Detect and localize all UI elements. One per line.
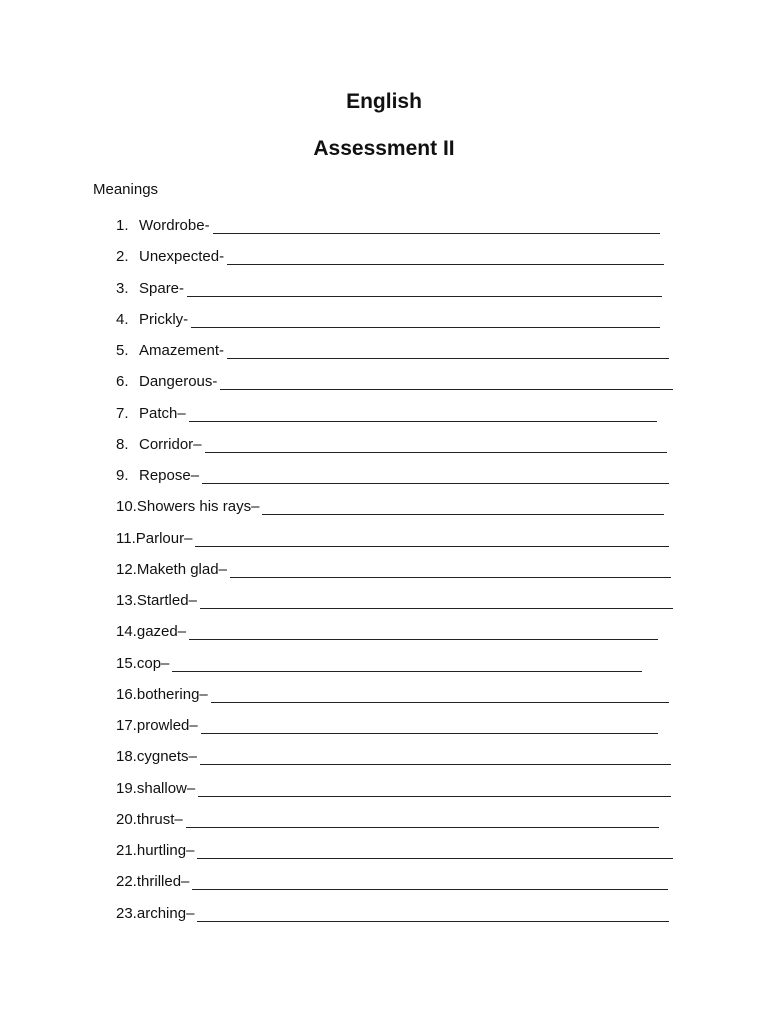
answer-blank[interactable]: [189, 404, 657, 422]
answer-blank[interactable]: [200, 591, 673, 609]
item-number: 2.: [116, 248, 129, 266]
answer-blank[interactable]: [187, 279, 662, 297]
answer-blank[interactable]: [213, 216, 660, 234]
item-separator: –: [188, 592, 197, 609]
section-heading: Meanings: [93, 181, 159, 198]
page-subtitle: Assessment II: [313, 137, 455, 160]
item-number: 15.: [116, 654, 137, 672]
item-separator: –: [188, 748, 197, 766]
meanings-list: [116, 216, 696, 935]
item-number: 6.: [116, 373, 129, 391]
list-item: [116, 216, 696, 247]
item-number: 19.: [116, 779, 137, 797]
item-number: 10.: [116, 498, 137, 516]
list-item: [116, 622, 696, 653]
item-term: gazed: [136, 623, 178, 641]
list-item: [116, 904, 696, 935]
item-term: hurtling: [136, 842, 187, 859]
answer-blank[interactable]: [189, 622, 658, 640]
item-separator: –: [186, 779, 196, 797]
item-term: prowled: [136, 717, 190, 734]
item-number: 21.: [116, 842, 137, 859]
answer-blank[interactable]: [220, 372, 673, 390]
item-number: 23.: [116, 904, 137, 922]
item-separator: –: [181, 873, 190, 891]
item-separator: –: [174, 810, 183, 828]
item-separator: –: [199, 685, 208, 703]
answer-blank[interactable]: [191, 310, 660, 328]
item-number: 22.: [116, 873, 137, 891]
answer-blank[interactable]: [205, 435, 667, 453]
item-number: 9.: [116, 467, 129, 484]
item-term: cop: [136, 654, 162, 672]
item-separator: -: [219, 342, 225, 359]
item-number: 13.: [116, 592, 137, 609]
answer-blank[interactable]: [230, 560, 671, 578]
item-separator: –: [193, 435, 202, 453]
list-item: [116, 310, 696, 341]
list-item: [116, 279, 696, 310]
item-number: 11.: [116, 529, 136, 547]
item-term: Showers his rays: [136, 498, 252, 516]
item-term: Corridor: [139, 435, 194, 453]
item-number: 16.: [116, 685, 137, 703]
item-separator: -: [183, 310, 189, 328]
answer-blank[interactable]: [200, 747, 671, 765]
answer-blank[interactable]: [195, 529, 669, 547]
answer-blank[interactable]: [227, 341, 669, 359]
item-term: shallow: [136, 779, 187, 797]
item-number: 14.: [116, 623, 137, 641]
item-term: bothering: [136, 685, 200, 703]
item-term: Wordrobe: [139, 217, 205, 234]
item-term: cygnets: [136, 748, 189, 766]
item-number: 7.: [116, 404, 129, 422]
answer-blank[interactable]: [172, 654, 642, 672]
item-separator: –: [161, 654, 170, 672]
answer-blank[interactable]: [197, 904, 669, 922]
answer-blank[interactable]: [186, 810, 659, 828]
item-separator: –: [186, 842, 195, 859]
item-term: Repose: [139, 467, 191, 484]
item-separator: –: [177, 623, 187, 641]
list-item: [116, 497, 696, 528]
answer-blank[interactable]: [198, 779, 671, 797]
item-number: 12.: [116, 560, 137, 578]
item-term: Dangerous: [139, 373, 213, 391]
list-item: [116, 841, 696, 872]
list-item: [116, 404, 696, 435]
item-number: 18.: [116, 748, 137, 766]
item-separator: -: [204, 217, 210, 234]
answer-blank[interactable]: [262, 497, 664, 515]
item-separator: –: [251, 498, 260, 516]
list-item: [116, 560, 696, 591]
list-item: [116, 466, 696, 497]
item-term: thrust: [136, 810, 175, 828]
list-item: [116, 654, 696, 685]
answer-blank[interactable]: [227, 247, 664, 265]
list-item: [116, 247, 696, 278]
item-separator: -: [179, 279, 185, 297]
item-number: 5.: [116, 342, 129, 359]
item-separator: -: [212, 373, 218, 391]
item-term: Amazement: [139, 342, 220, 359]
answer-blank[interactable]: [201, 716, 658, 734]
item-separator: -: [219, 248, 225, 266]
page-title: English: [346, 90, 422, 113]
list-item: [116, 779, 696, 810]
item-term: Startled: [136, 592, 189, 609]
item-term: Spare: [139, 279, 180, 297]
list-item: [116, 529, 696, 560]
item-term: arching: [136, 904, 187, 922]
answer-blank[interactable]: [202, 466, 669, 484]
answer-blank[interactable]: [192, 872, 668, 890]
item-separator: –: [186, 904, 195, 922]
item-term: Unexpected: [139, 248, 220, 266]
list-item: [116, 872, 696, 903]
item-term: Parlour: [135, 529, 185, 547]
item-term: Maketh glad: [136, 560, 219, 578]
list-item: [116, 341, 696, 372]
item-separator: –: [184, 529, 193, 547]
item-term: thrilled: [136, 873, 182, 891]
item-term: Prickly: [139, 310, 184, 328]
list-item: [116, 372, 696, 403]
item-separator: –: [177, 404, 186, 422]
list-item: [116, 810, 696, 841]
item-number: 20.: [116, 810, 137, 828]
list-item: [116, 435, 696, 466]
item-term: Patch: [139, 404, 178, 422]
item-separator: –: [218, 560, 227, 578]
item-number: 4.: [116, 310, 129, 328]
item-number: 3.: [116, 279, 129, 297]
answer-blank[interactable]: [197, 841, 673, 859]
list-item: [116, 716, 696, 747]
list-item: [116, 747, 696, 778]
item-separator: –: [189, 717, 198, 734]
item-separator: –: [190, 467, 200, 484]
item-number: 8.: [116, 435, 129, 453]
list-item: [116, 685, 696, 716]
answer-blank[interactable]: [211, 685, 669, 703]
list-item: [116, 591, 696, 622]
item-number: 17.: [116, 717, 137, 734]
item-number: 1.: [116, 217, 129, 234]
